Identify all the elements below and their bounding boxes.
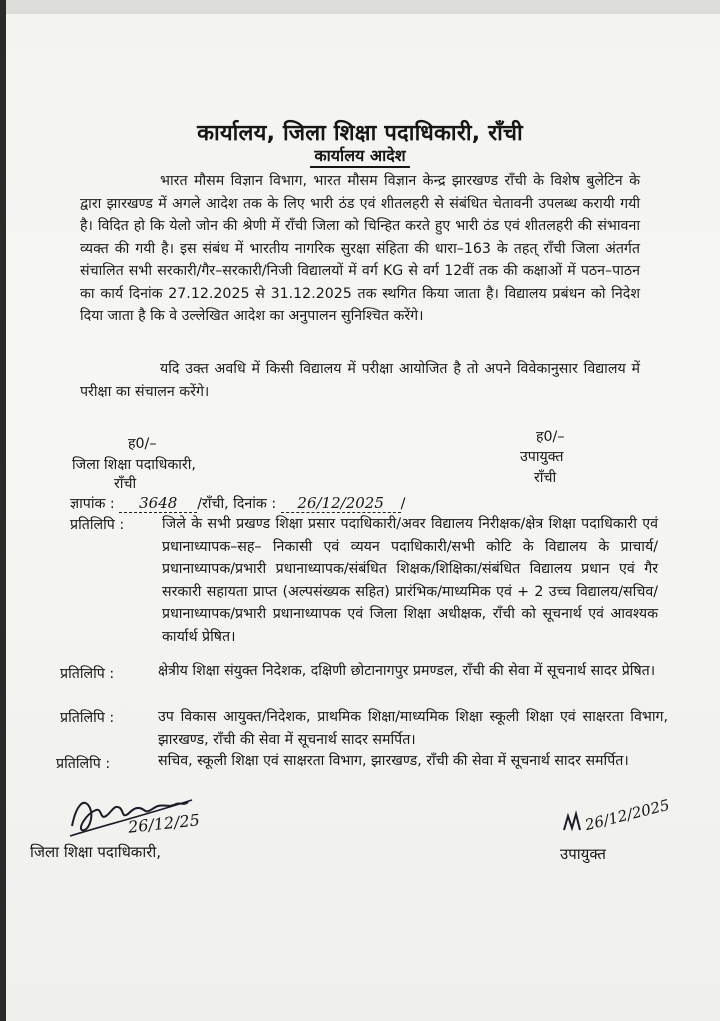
bottom-left-designation: जिला शिक्षा पदाधिकारी, <box>30 843 162 861</box>
memo-label: ज्ञापांक : <box>70 496 115 512</box>
right-place: राँची <box>534 470 557 486</box>
order-title-text: कार्यालय आदेश <box>310 146 409 168</box>
left-signed-mark: ह0/– <box>128 436 157 452</box>
left-designation: जिला शिक्षा पदाधिकारी, <box>72 457 196 473</box>
memo-line <box>70 494 405 513</box>
right-handwritten-date: 26/12/2025 <box>583 795 672 835</box>
copy-3-label: प्रतिलिपि : <box>60 710 115 726</box>
copy-1-text: जिले के सभी प्रखण्ड शिक्षा प्रसार पदाधिकारी/अवर विद्यालय निरीक्षक/क्षेत्र शिक्षा पदाधिकारी एवं प्रधानाध्यापक–सह– निकासी एवं व्ययन पदाधिकारी/सभी कोटि के विद्यालय के प्राचार्य/प्रधानाध्यापक/प्रभारी प्रधानाध्यापक/संबंधित शिक्षक/शिक्षिका/संबंधित विद्यालय प्रधान एवं गैर सरकारी सहायता प्राप्त (अल्पसंख्यक सहित) प्रारंभिक/माध्यमिक एवं + 2 उच्च विद्यालय/सचिव/प्रधानाध्यापक/प्रभारी प्रधानाध्यापक एवं जिला शिक्षा अधीक्षक, राँची को सूचनार्थ एवं आवश्यक कार्यार्थ प्रेषित। <box>162 516 658 645</box>
right-designation: उपायुक्त <box>520 449 564 465</box>
copy-3-text: उप विकास आयुक्त/निदेशक, प्राथमिक शिक्षा/माध्यमिक शिक्षा स्कूली शिक्षा एवं साक्षरता विभाग, झारखण्ड, राँची की सेवा में सूचनार्थ सादर समर्पित। <box>158 709 668 748</box>
left-handwritten-date: 26/12/25 <box>127 810 201 837</box>
memo-date: 26/12/2025 <box>281 494 401 513</box>
order-title <box>0 144 720 166</box>
memo-suffix: / <box>400 496 406 512</box>
scan-top-edge <box>0 0 720 14</box>
right-signed-mark: ह0/– <box>536 429 565 445</box>
order-paragraph-1: भारत मौसम विज्ञान विभाग, भारत मौसम विज्ञान केन्द्र झारखण्ड राँची के विशेष बुलेटिन के द्वारा झारखण्ड में अगले आदेश तक के लिए भारी ठंड एवं शीतलहरी से संबंधित चेतावनी उपलब्ध करायी गयी है। विदित हो कि येलो जोन की श्रेणी में राँची जिला को चिन्हित करते हुए भारी ठंड एवं शीतलहरी की संभावना व्यक्त की गयी है। इस संबंध में भारतीय नागरिक सुरक्षा संहिता की धारा–163 के तहत् राँची जिला अंतर्गत संचालित सभी सरकारी/गैर–सरकारी/निजी विद्यालयों में वर्ग KG से वर्ग 12वीं तक की कक्षाओं में पठन–पाठन का कार्य दिनांक 27.12.2025 से 31.12.2025 तक स्थगित किया जाता है। विद्यालय प्रबंधन को निदेश दिया जाता है कि वे उल्लेखित आदेश का अनुपालन सुनिश्चित करेंगे। <box>80 173 640 324</box>
copy-4-text: सचिव, स्कूली शिक्षा एवं साक्षरता विभाग, झारखण्ड, राँची की सेवा में सूचनार्थ सादर समर्पित। <box>158 753 629 769</box>
memo-number: 3648 <box>119 494 197 513</box>
copy-4-label: प्रतिलिपि : <box>56 756 111 772</box>
office-title: कार्यालय, जिला शिक्षा पदाधिकारी, राँची <box>197 121 523 146</box>
copy-2-label: प्रतिलिपि : <box>60 666 115 682</box>
copy-1-label: प्रतिलिपि : <box>70 517 125 533</box>
order-paragraph-2: यदि उक्त अवधि में किसी विद्यालय में परीक्षा आयोजित है तो अपने विवेकानुसार विद्यालय में परीक्षा का संचालन करेंगे। <box>80 361 640 400</box>
memo-place-label: /राँची, दिनांक : <box>197 496 277 512</box>
copy-2-text: क्षेत्रीय शिक्षा संयुक्त निदेशक, दक्षिणी छोटानागपुर प्रमण्डल, राँची की सेवा में सूचनार्थ सादर प्रेषित। <box>158 663 656 679</box>
left-place: राँची <box>114 476 137 492</box>
bottom-right-designation: उपायुक्त <box>560 845 606 863</box>
